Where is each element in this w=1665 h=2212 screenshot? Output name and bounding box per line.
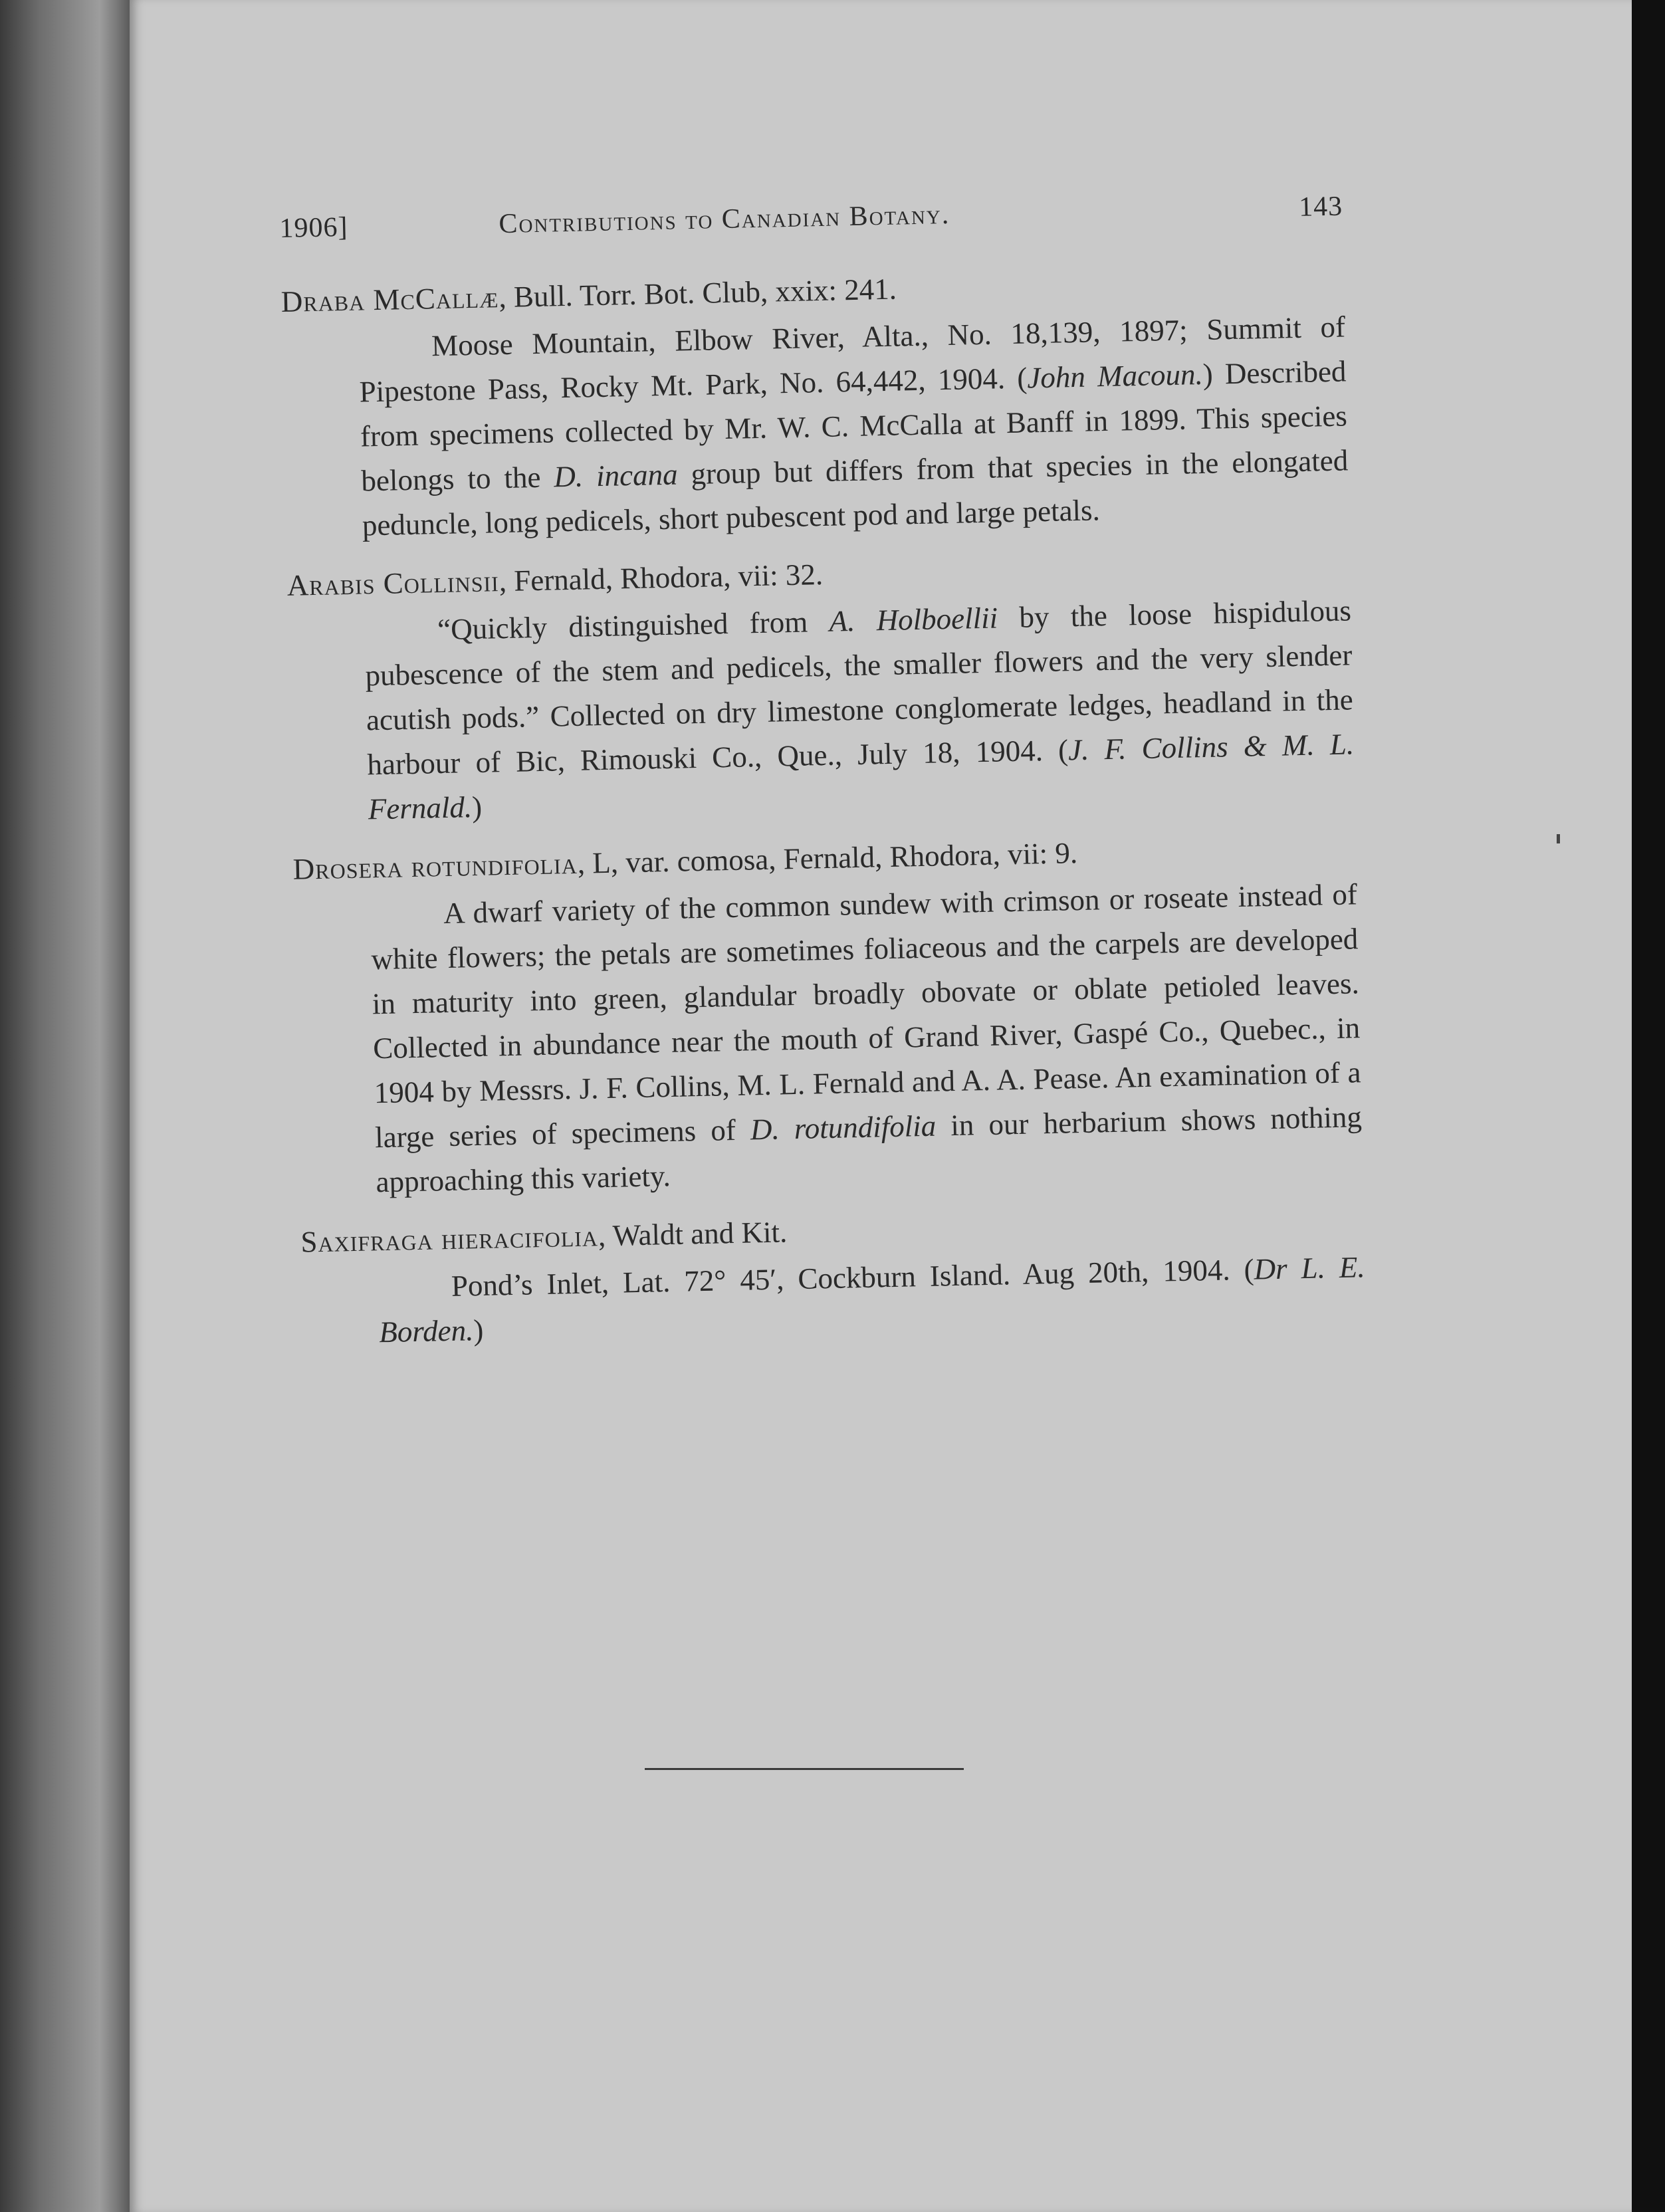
description-text: ) [471, 790, 483, 824]
running-head-year: 1906] [279, 211, 348, 244]
scan-edge [1632, 0, 1665, 2212]
description-text: Moose Mountain, Elbow River, Alta., No. 18,139, 1897; Summit of Pipestone Pass, Rocky Mt. Park, No. 64,442, 1904. ( [359, 310, 1346, 409]
description-text: A dwarf variety of the common sundew with crimson or roseate instead of white flowers; the petals are sometimes foliaceous and the carpels are developed in maturity into green, glandular broadly obovate or oblate petioled leaves. Collected in abundance near the mouth of Grand River, Gaspé Co., Quebec., in 1904 by Messrs. J. F. Collins, M. L. Fernald and A. A. Pease. An examination of a large series of specimens of [371, 877, 1361, 1155]
species-entry-saxifraga [300, 1200, 1367, 1356]
species-name: Drosera rotundifolia [292, 846, 578, 886]
description-text: ) Described from specimens collected by Mr. W. C. McCalla at Banff in 1899. This species belongs to the [360, 354, 1348, 498]
species-citation: , Fernald, Rhodora, vii: 32. [499, 557, 824, 598]
description-text: ) [473, 1313, 484, 1347]
species-entry-draba [280, 259, 1349, 549]
description-text: “Quickly distinguished from [437, 604, 830, 647]
species-citation: , Bull. Torr. Bot. Club, xxix: 241. [498, 272, 897, 314]
entry-description [358, 304, 1350, 548]
species-citation: , L, var. comosa, Fernald, Rhodora, vii: 9. [577, 836, 1078, 880]
species-citation: , Waldt and Kit. [598, 1215, 788, 1253]
collector-name: John Macoun. [1026, 357, 1204, 395]
collector-name: J. F. Collins & M. L. Fernald. [368, 727, 1355, 826]
entry-description [364, 588, 1356, 831]
species-name: Saxifraga hieracifolia [300, 1219, 599, 1259]
species-entry-drosera [292, 827, 1363, 1206]
species-reference: A. Holboellii [829, 601, 998, 638]
description-text: by the loose hispidulous pubescence of the stem and pedicels, the smaller flowers and the very slender acutish pods.” Collected on dry limestone conglomerate ledges, headland in the harbour of Bic, Rimouski Co., Que., July 18, 1904. ( [365, 594, 1354, 782]
species-name: Draba McCallæ [280, 280, 499, 318]
species-entry-arabis [286, 543, 1355, 833]
species-name: Arabis Collinsii [286, 564, 500, 602]
species-reference: D. incana [553, 457, 679, 494]
description-text: group but differs from that species in the elongated peduncle, long pedicels, short pubescent pod and large petals. [362, 443, 1349, 542]
description-text: Pond’s Inlet, Lat. 72° 45′, Cockburn Island. Aug 20th, 1904. ( [451, 1252, 1255, 1303]
page-number: 143 [1298, 191, 1343, 223]
description-text: in our herbarium shows nothing approaching this variety. [376, 1100, 1363, 1199]
page-speck [1557, 834, 1560, 843]
species-reference: D. rotundifolia [750, 1109, 937, 1147]
entry-description [370, 872, 1363, 1204]
running-head-title: Contributions to Canadian Botany. [498, 199, 950, 240]
end-rule [645, 1768, 964, 1770]
collector-name: Dr L. E. Borden. [378, 1250, 1366, 1349]
page-text-block [279, 190, 1367, 1356]
